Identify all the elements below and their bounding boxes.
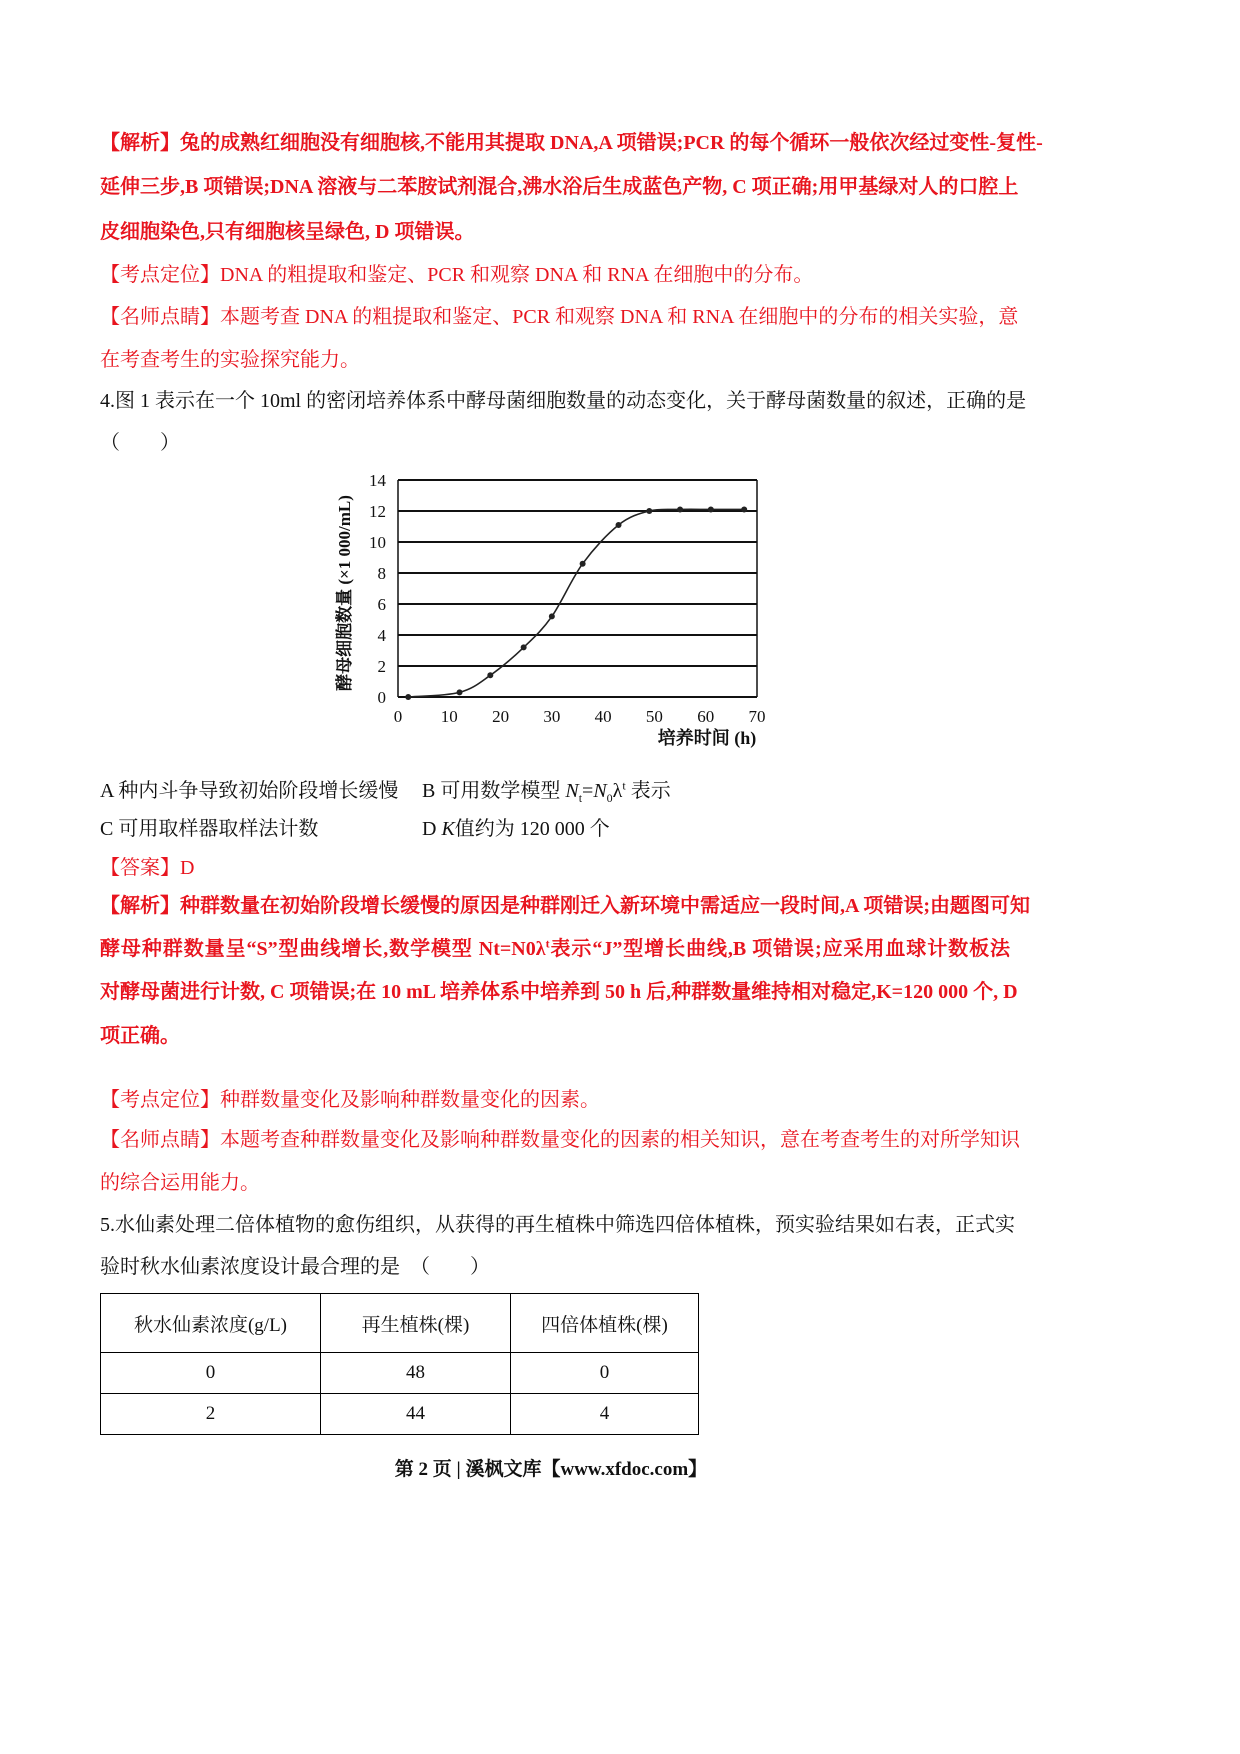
y-tick-label: 4 [377, 626, 386, 645]
teacher-tip: 【名师点睛】本题考查种群数量变化及影响种群数量变化的因素的相关知识，意在考查考生的对所学知识 [100, 1129, 1020, 1151]
x-tick-label: 70 [748, 707, 766, 726]
option-a: A 种内斗争导致初始阶段增长缓慢 [100, 780, 399, 802]
option-b-prefix: B 可用数学模型 [422, 780, 566, 802]
y-axis-label: 酵母细胞数量 (×1 000/mL) [335, 495, 354, 691]
analysis-line: 延伸三步,B 项错误;DNA 溶液与二苯胺试剂混合,沸水浴后生成蓝色产物, C 项正确;用甲基绿对人的口腔上 [100, 176, 1019, 198]
y-tick-label: 14 [369, 471, 386, 490]
option-d-k: K [441, 818, 455, 840]
table-header-row [101, 1294, 699, 1353]
option-c: C 可用取样器取样法计数 [100, 818, 319, 840]
results-table [100, 1293, 699, 1435]
y-tick-label: 2 [377, 657, 386, 676]
y-tick-label: 0 [377, 688, 386, 707]
analysis-text: 酵母种群数量呈“S”型曲线增长,数学模型 Nt=N0λ [100, 938, 546, 960]
table-cell: 44 [321, 1394, 511, 1435]
formula-eq: = [582, 780, 594, 802]
analysis-line: 皮细胞染色,只有细胞核呈绿色, D 项错误。 [100, 221, 475, 243]
data-point [616, 522, 622, 528]
data-point [521, 644, 527, 650]
table-row [101, 1394, 699, 1435]
x-tick-label: 20 [492, 707, 510, 726]
x-tick-label: 10 [440, 707, 458, 726]
analysis-line: 【解析】兔的成熟红细胞没有细胞核,不能用其提取 DNA,A 项错误;PCR 的每个循环一般依次经过变性-复性- [100, 132, 1043, 154]
table-row [101, 1353, 699, 1394]
page-footer: 第 2 页 | 溪枫文库【www.xfdoc.com】 [394, 1459, 708, 1480]
data-point [741, 506, 747, 512]
knowledge-point: 【考点定位】种群数量变化及影响种群数量变化的因素。 [100, 1089, 600, 1111]
data-point [549, 613, 555, 619]
table-cell: 2 [101, 1394, 321, 1435]
x-tick-label: 30 [543, 707, 561, 726]
table-cell: 0 [511, 1353, 699, 1394]
teacher-tip: 在考查考生的实验探究能力。 [100, 349, 360, 371]
formula-lambda: λ [612, 780, 623, 802]
data-point [708, 506, 714, 512]
y-tick-label: 12 [369, 502, 386, 521]
data-point [646, 508, 652, 514]
table-cell: 0 [101, 1353, 321, 1394]
option-b-suffix: 表示 [625, 780, 671, 802]
analysis-line: 项正确。 [100, 1025, 180, 1047]
data-point [580, 561, 586, 567]
x-axis-label: 培养时间 (h) [657, 728, 757, 748]
formula-n: N [565, 780, 579, 802]
formula-sub: t [578, 791, 583, 805]
y-tick-label: 10 [369, 533, 386, 552]
table-cell: 4 [511, 1394, 699, 1435]
x-tick-label: 50 [645, 707, 663, 726]
question-stem: 验时秋水仙素浓度设计最合理的是 （ ） [100, 1256, 490, 1278]
data-point [457, 689, 463, 695]
question-stem: 4.图 1 表示在一个 10ml 的密闭培养体系中酵母菌细胞数量的动态变化，关于酵母菌数量的叙述，正确的是 [100, 390, 1027, 412]
teacher-tip: 的综合运用能力。 [100, 1172, 260, 1194]
answer-bracket: （ ） [100, 432, 180, 454]
data-point [677, 506, 683, 512]
option-d-prefix: D [422, 818, 442, 840]
analysis-line: 【解析】种群数量在初始阶段增长缓慢的原因是种群刚迁入新环境中需适应一段时间,A 项错误;由题图可知 [100, 895, 1030, 917]
option-b [422, 779, 671, 803]
x-tick-label: 40 [594, 707, 612, 726]
table-header-cell: 再生植株(棵) [321, 1294, 511, 1353]
analysis-line: 对酵母菌进行计数, C 项错误;在 10 mL 培养体系中培养到 50 h 后,种群数量维持相对稳定,K=120 000 个, D [100, 981, 1018, 1003]
table-header-cell: 四倍体植株(棵) [511, 1294, 699, 1353]
table-header-cell: 秋水仙素浓度(g/L) [101, 1294, 321, 1353]
analysis-text: 表示“J”型增长曲线,B 项错误;应采用血球计数板法 [549, 938, 1011, 960]
x-tick-label: 60 [697, 707, 715, 726]
option-d [422, 817, 610, 841]
analysis-line [100, 937, 1010, 961]
yeast-growth-chart [335, 465, 780, 755]
x-tick-label: 0 [393, 707, 403, 726]
y-tick-label: 8 [377, 564, 386, 583]
analysis-sup: t [545, 936, 550, 951]
question-stem: 5.水仙素处理二倍体植物的愈伤组织，从获得的再生植株中筛选四倍体植株，预实验结果如右表，正式实 [100, 1214, 1015, 1236]
table-cell: 48 [321, 1353, 511, 1394]
y-tick-label: 6 [377, 595, 386, 614]
option-d-suffix: 值约为 120 000 个 [454, 818, 610, 840]
data-point [487, 672, 493, 678]
formula-sup: t [622, 778, 626, 793]
data-point [405, 694, 411, 700]
teacher-tip: 【名师点睛】本题考查 DNA 的粗提取和鉴定、PCR 和观察 DNA 和 RNA 在细胞中的分布的相关实验，意 [100, 306, 1019, 328]
formula-sub: 0 [606, 791, 613, 805]
formula-n: N [593, 780, 607, 802]
knowledge-point: 【考点定位】DNA 的粗提取和鉴定、PCR 和观察 DNA 和 RNA 在细胞中的分布。 [100, 264, 814, 286]
answer: 【答案】D [100, 857, 195, 879]
